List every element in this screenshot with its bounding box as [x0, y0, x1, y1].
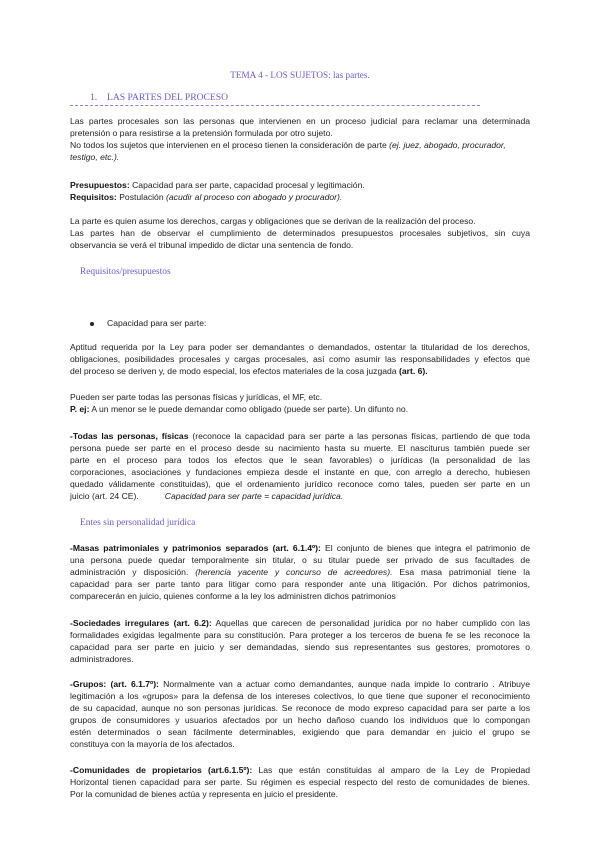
bullet-icon: [90, 322, 94, 326]
grupos-line-6: constituya con la mayoría de los afectados.: [70, 739, 235, 749]
entes-heading: Entes sin personalidad jurídica: [80, 518, 196, 528]
aptitud-line-3: del proceso se deriven y, de modo especial, los efectos materiales de la cosa juzgada (art. 6).: [70, 366, 428, 376]
aptitud-line-1: Aptitud requerida por la Ley para poder ser demandantes o demandados, ostentar la titularidad de los derechos,: [70, 342, 530, 352]
todas-line-1: -Todas las personas, físicas (reconoce la capacidad para ser parte a las personas físicas, partiendo de que toda: [70, 431, 530, 441]
masas-line-1: -Masas patrimoniales y patrimonios separados (art. 6.1.4º): El conjunto de bienes que integra el patrimonio de: [70, 543, 530, 553]
pueden-line-2: P. ej: A un menor se le puede demandar como obligado (puede ser parte). Un difunto no.: [70, 404, 409, 414]
grupos-line-5: estén determinados o sean fácilmente determinables, exigiendo que para demandar en juicio el grupo se: [70, 727, 530, 737]
masas-line-2: una persona puede quedar temporalmente sin titular, o su titular puede ser privado de sus facultades de: [70, 555, 530, 565]
grupos-line-2: legitimación a los «grupos» para la defensa de los intereses colectivos, lo que tiene que suponer el reconocimiento: [70, 691, 530, 701]
grupos-line-4: grupos de consumidores y usuarios afectados por un hecho dañoso cuando los individuos que lo compongan: [70, 715, 530, 725]
todas-line-5: quedado válidamente constituidas), que el ordenamiento jurídico reconoce como tales, pueden ser parte en un: [70, 479, 530, 489]
comunidades-line-2: Horizontal tienen capacidad para ser parte. Su régimen es especial respecto del resto de comunidades de bienes.: [70, 777, 530, 787]
partes-line-2: Las partes han de observar el cumplimiento de determinados presupuestos procesales subjetivos, sin cuya: [70, 228, 530, 238]
todas-line-4: corporaciones, asociaciones y fundaciones empieza desde el instante en que, con arreglo a derecho, hubiesen: [70, 467, 530, 477]
comunidades-line-3: Por la comunidad de bienes actúa y representa en juicio el presidente.: [70, 789, 339, 799]
comunidades-line-1: -Comunidades de propietarios (art.6.1.5º): Las que están constituidas al amparo de la Ley de Propiedad: [70, 765, 531, 775]
sociedades-line-4: administradores.: [70, 654, 134, 664]
todas-line-2: persona puede ser parte en el proceso desde su nacimiento hasta su muerte. El nasciturus también puede ser: [70, 443, 530, 453]
bullet-item-capacidad: Capacidad para ser parte:: [107, 318, 207, 328]
intro-line-2: pretensión o para resistirse a la pretensión formulada por otro sujeto.: [70, 128, 333, 138]
grupos-line-3: de su capacidad, aunque no son personas jurídicas. Se reconoce de modo expreso capacidad para ser parte a los: [70, 703, 530, 713]
todas-line-6: juicio (art. 24 CE). Capacidad para ser parte = capacidad jurídica.: [70, 491, 344, 501]
masas-line-5: comparecerán en juicio, quienes conforme a la ley los administren dichos patrimonios: [70, 591, 396, 601]
section-divider: [70, 105, 480, 106]
intro-line-4: testigo, etc.).: [70, 152, 120, 162]
requisitos-line: Requisitos: Postulación (acudir al proceso con abogado y procurador).: [70, 192, 343, 202]
sociedades-line-2: formalidades exigidas legalmente para su constitución. Para proteger a los terceros de buena fe se les reconoce la: [70, 630, 530, 640]
aptitud-line-2: obligaciones, posibilidades procesales y cargas procesales, así como asumir las responsabilidades y efectos que: [70, 354, 530, 364]
intro-line-3: No todos los sujetos que intervienen en el proceso tienen la consideración de parte (ej. juez, abogado, procurador,: [70, 140, 506, 150]
sociedades-line-1: -Sociedades irregulares (art. 6.2): Aquellas que carecen de personalidad jurídica por no haber cumplido con las: [70, 618, 530, 628]
masas-line-3: administración y disposición. (herencia yacente y concurso de acreedores). Esa masa patrimonial tiene la: [70, 567, 530, 577]
sociedades-line-3: capacidad para ser parte en juicio y ser demandadas, siendo sus representantes sus gestores, promotores o: [70, 642, 530, 652]
section-heading: LAS PARTES DEL PROCESO: [107, 92, 229, 103]
grupos-line-1: -Grupos: (art. 6.1.7º): Normalmente van a actuar como demandantes, aunque nada impide lo contrario . Atribuye: [70, 679, 530, 689]
requisitos-heading: Requisitos/presupuestos: [80, 267, 171, 277]
partes-line-3: observancia se verá el tribunal impedido de dictar una sentencia de fondo.: [70, 240, 354, 250]
document-title: TEMA 4 - LOS SUJETOS: las partes.: [230, 70, 370, 80]
intro-line-1: Las partes procesales son las personas que intervienen en un proceso judicial para reclamar una determinada: [70, 116, 530, 126]
partes-line-1: La parte es quien asume los derechos, cargas y obligaciones que se derivan de la realización del proceso.: [70, 216, 476, 226]
pueden-line-1: Pueden ser parte todas las personas físicas y jurídicas, el MF, etc.: [70, 392, 323, 402]
todas-line-3: parte en el proceso para todos los efectos que le sean favorables) o jurídicas (la personalidad de las: [70, 455, 530, 465]
section-number: 1.: [90, 92, 98, 103]
masas-line-4: capacidad para ser parte tanto para litigar como para responder ante una litigación. Por dichos patrimonios,: [70, 579, 530, 589]
presupuestos-line: Presupuestos: Capacidad para ser parte, capacidad procesal y legitimación.: [70, 180, 365, 190]
